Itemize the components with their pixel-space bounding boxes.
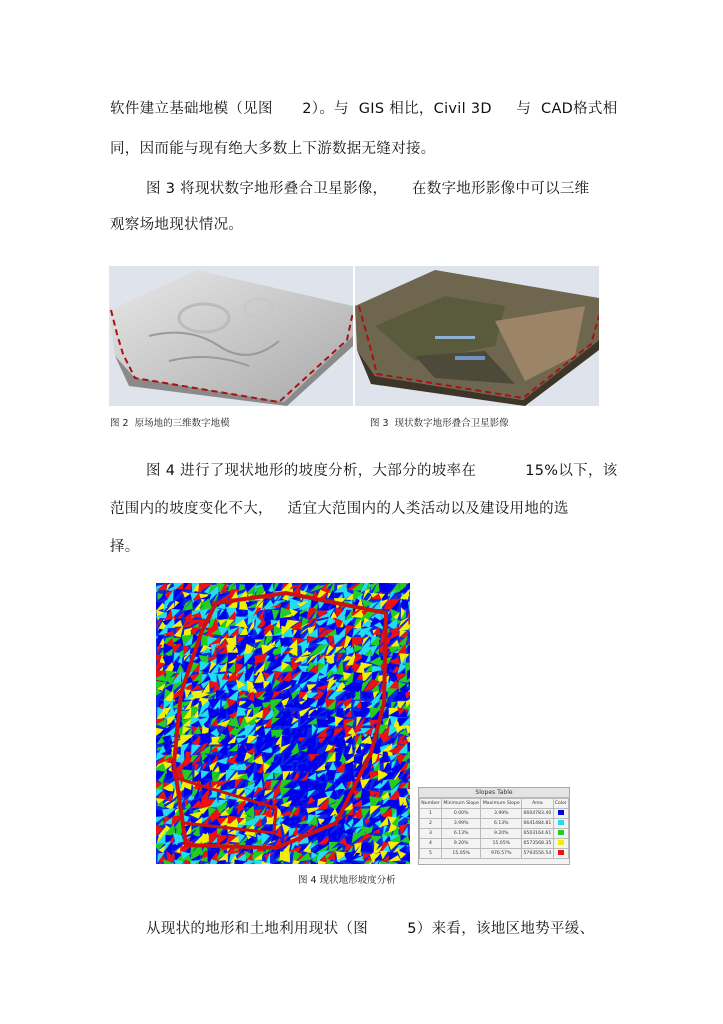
color-swatch	[558, 820, 564, 825]
slopes-table-cell: 3	[420, 829, 442, 839]
slopes-table-header: Color	[553, 799, 568, 809]
slopes-table-row	[420, 849, 569, 859]
slopes-table-cell: 15.05%	[441, 849, 480, 859]
slope-cell	[408, 823, 410, 837]
slopes-table-cell: 6641484.81	[522, 819, 553, 829]
slopes-table-header: Maximum Slope	[481, 799, 522, 809]
slopes-table-cell: 9.20%	[481, 829, 522, 839]
slope-cell	[177, 612, 185, 619]
slopes-table-header: Area	[522, 799, 553, 809]
figure-2-caption: 图 2 原场地的三维数字地模	[110, 418, 230, 429]
slopes-table-row	[420, 809, 569, 819]
slopes-table-cell: 9.20%	[441, 839, 480, 849]
slope-cell	[299, 737, 306, 742]
color-swatch	[558, 830, 564, 835]
slope-cell	[174, 625, 183, 637]
paragraph-3-line-2: 范围内的坡度变化不大， 适宜大范围内的人类活动以及建设用地的选	[110, 501, 569, 517]
paragraph-2-line-2: 观察场地现状情况。	[110, 217, 244, 233]
paragraph-3-line-3: 择。	[110, 539, 140, 555]
figure-4-caption: 图 4 现状地形坡度分析	[298, 875, 396, 886]
paragraph-2-line-1: 图 3 将现状数字地形叠合卫星影像， 在数字地形影像中可以三维	[146, 181, 590, 197]
slopes-table-row	[420, 839, 569, 849]
slope-cell	[292, 710, 297, 719]
paragraph-1-line-2: 同，因而能与现有绝大多数上下游数据无缝对接。	[110, 141, 436, 157]
color-swatch	[558, 850, 564, 855]
paragraph-1-line-1: 软件建立基础地模（见图 2）。与 GIS 相比，Civil 3D 与 CAD格式相	[110, 101, 618, 117]
figure-4-slope-map	[156, 583, 410, 864]
slopes-table-cell: 6573568.35	[522, 839, 553, 849]
slopes-table-cell: 15.05%	[481, 839, 522, 849]
slopes-table-cell: 4	[420, 839, 442, 849]
slopes-table-header: Minimum Slope	[441, 799, 480, 809]
slopes-table-cell: 6503164.61	[522, 829, 553, 839]
slopes-table-color-cell	[553, 819, 568, 829]
slope-cell	[375, 860, 380, 864]
slopes-table-cell: 1	[420, 809, 442, 819]
slopes-table	[418, 787, 570, 865]
slopes-table-header: Number	[420, 799, 442, 809]
slope-cell	[407, 808, 410, 814]
slope-cell	[158, 820, 165, 826]
slopes-table-row	[420, 829, 569, 839]
slopes-table-cell: 0.00%	[441, 809, 480, 819]
slopes-table-color-cell	[553, 829, 568, 839]
color-swatch	[558, 810, 564, 815]
slopes-table-color-cell	[553, 839, 568, 849]
slopes-table-cell: 6604783.40	[522, 809, 553, 819]
figure-3-satellite-image	[355, 266, 599, 406]
slopes-table-color-cell	[553, 809, 568, 819]
slopes-table-cell: 5793556.54	[522, 849, 553, 859]
slopes-table-cell: 6.13%	[481, 819, 522, 829]
color-swatch	[558, 840, 564, 845]
slopes-table-row	[420, 819, 569, 829]
slopes-table-color-cell	[553, 849, 568, 859]
slope-cell	[408, 629, 410, 635]
slopes-table-cell: 2	[420, 819, 442, 829]
slope-cell	[159, 693, 164, 699]
figure-3-caption: 图 3 现状数字地形叠合卫星影像	[370, 418, 509, 429]
paragraph-3-line-1: 图 4 进行了现状地形的坡度分析，大部分的坡率在 15%以下，该	[146, 463, 618, 479]
paragraph-4-line-1: 从现状的地形和土地利用现状（图 5）来看，该地区地势平缓、	[146, 921, 595, 937]
slopes-table-cell: 976.57%	[481, 849, 522, 859]
slopes-table-cell: 3.99%	[441, 819, 480, 829]
slope-cell	[290, 680, 297, 689]
slope-cell	[326, 861, 335, 864]
slopes-table-cell: 5	[420, 849, 442, 859]
figure-2-terrain-image	[109, 266, 353, 406]
slopes-table-cell: 6.13%	[441, 829, 480, 839]
slopes-table-cell: 3.99%	[481, 809, 522, 819]
slopes-table-title: Slopes Table	[419, 788, 569, 798]
